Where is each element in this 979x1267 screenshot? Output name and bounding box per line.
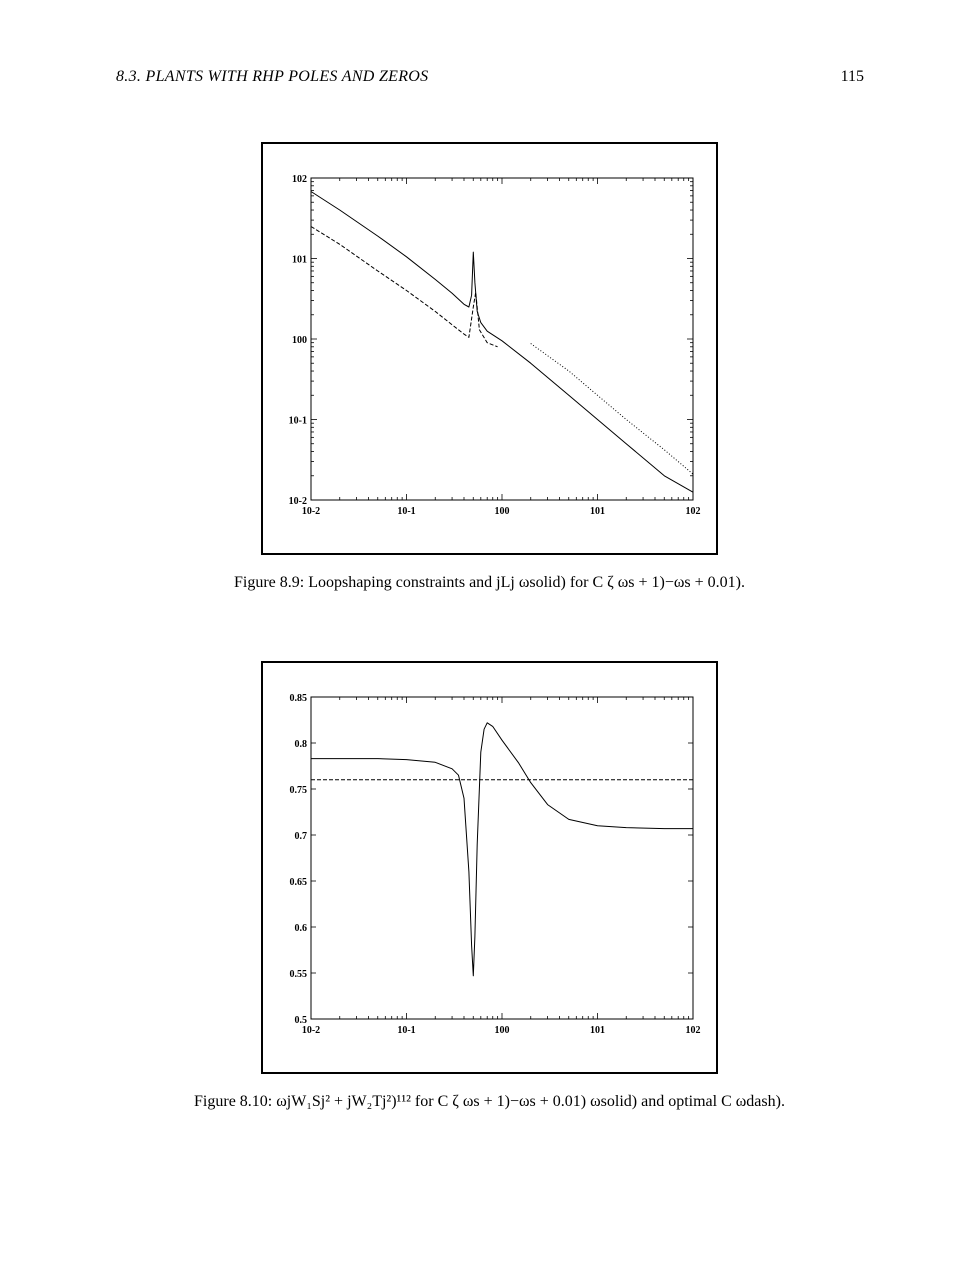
running-head: 8.3. PLANTS WITH RHP POLES AND ZEROS [116,68,429,85]
y-tick-label: 100 [292,335,307,346]
series-line-solid [311,192,693,493]
y-tick-label: 0.65 [289,877,307,888]
figure-8-9-frame [261,142,718,555]
series-line-dashed [311,227,498,347]
x-tick-label: 10-2 [301,506,321,517]
x-tick-label: 100 [494,1025,510,1036]
y-tick-label: 0.5 [294,1015,307,1026]
x-tick-label: 102 [685,1025,701,1036]
y-tick-label: 0.6 [294,923,307,934]
x-tick-label: 10-1 [397,506,416,517]
y-tick-label: 0.7 [294,831,307,842]
figure-8-9-caption: Figure 8.9: Loopshaping constraints and jLj ωsolid) for C ζ ωs + 1)−ωs + 0.01). [233,574,746,591]
x-tick-label: 10-1 [397,1025,416,1036]
figure-8-10-chart [263,663,716,1072]
y-tick-label: 10-2 [288,496,307,507]
y-tick-label: 0.8 [294,739,307,750]
x-tick-label: 101 [590,1025,605,1036]
x-tick-label: 102 [685,506,701,517]
y-tick-label: 0.75 [289,785,307,796]
y-tick-label: 0.85 [289,693,307,704]
figure-8-10-caption: Figure 8.10: ωjW₁Sj² + jW₂Tj²)¹¹² for C ζ ωs + 1)−ωs + 0.01) ωsolid) and optimal C ωdash). [194,1093,785,1110]
y-tick-label: 101 [292,254,307,266]
series-line-dotted [531,344,693,475]
figure-8-10-frame [261,661,718,1074]
series-line-solid [311,723,693,976]
x-tick-label: 10-2 [301,1025,321,1036]
y-tick-label: 0.55 [289,969,307,980]
figure-8-9-chart [263,144,716,553]
x-tick-label: 101 [590,506,605,517]
page-number: 115 [840,68,864,85]
plot-area [311,697,693,1019]
y-tick-label: 102 [292,174,307,185]
y-tick-label: 10-1 [288,415,307,427]
x-tick-label: 100 [494,506,510,517]
